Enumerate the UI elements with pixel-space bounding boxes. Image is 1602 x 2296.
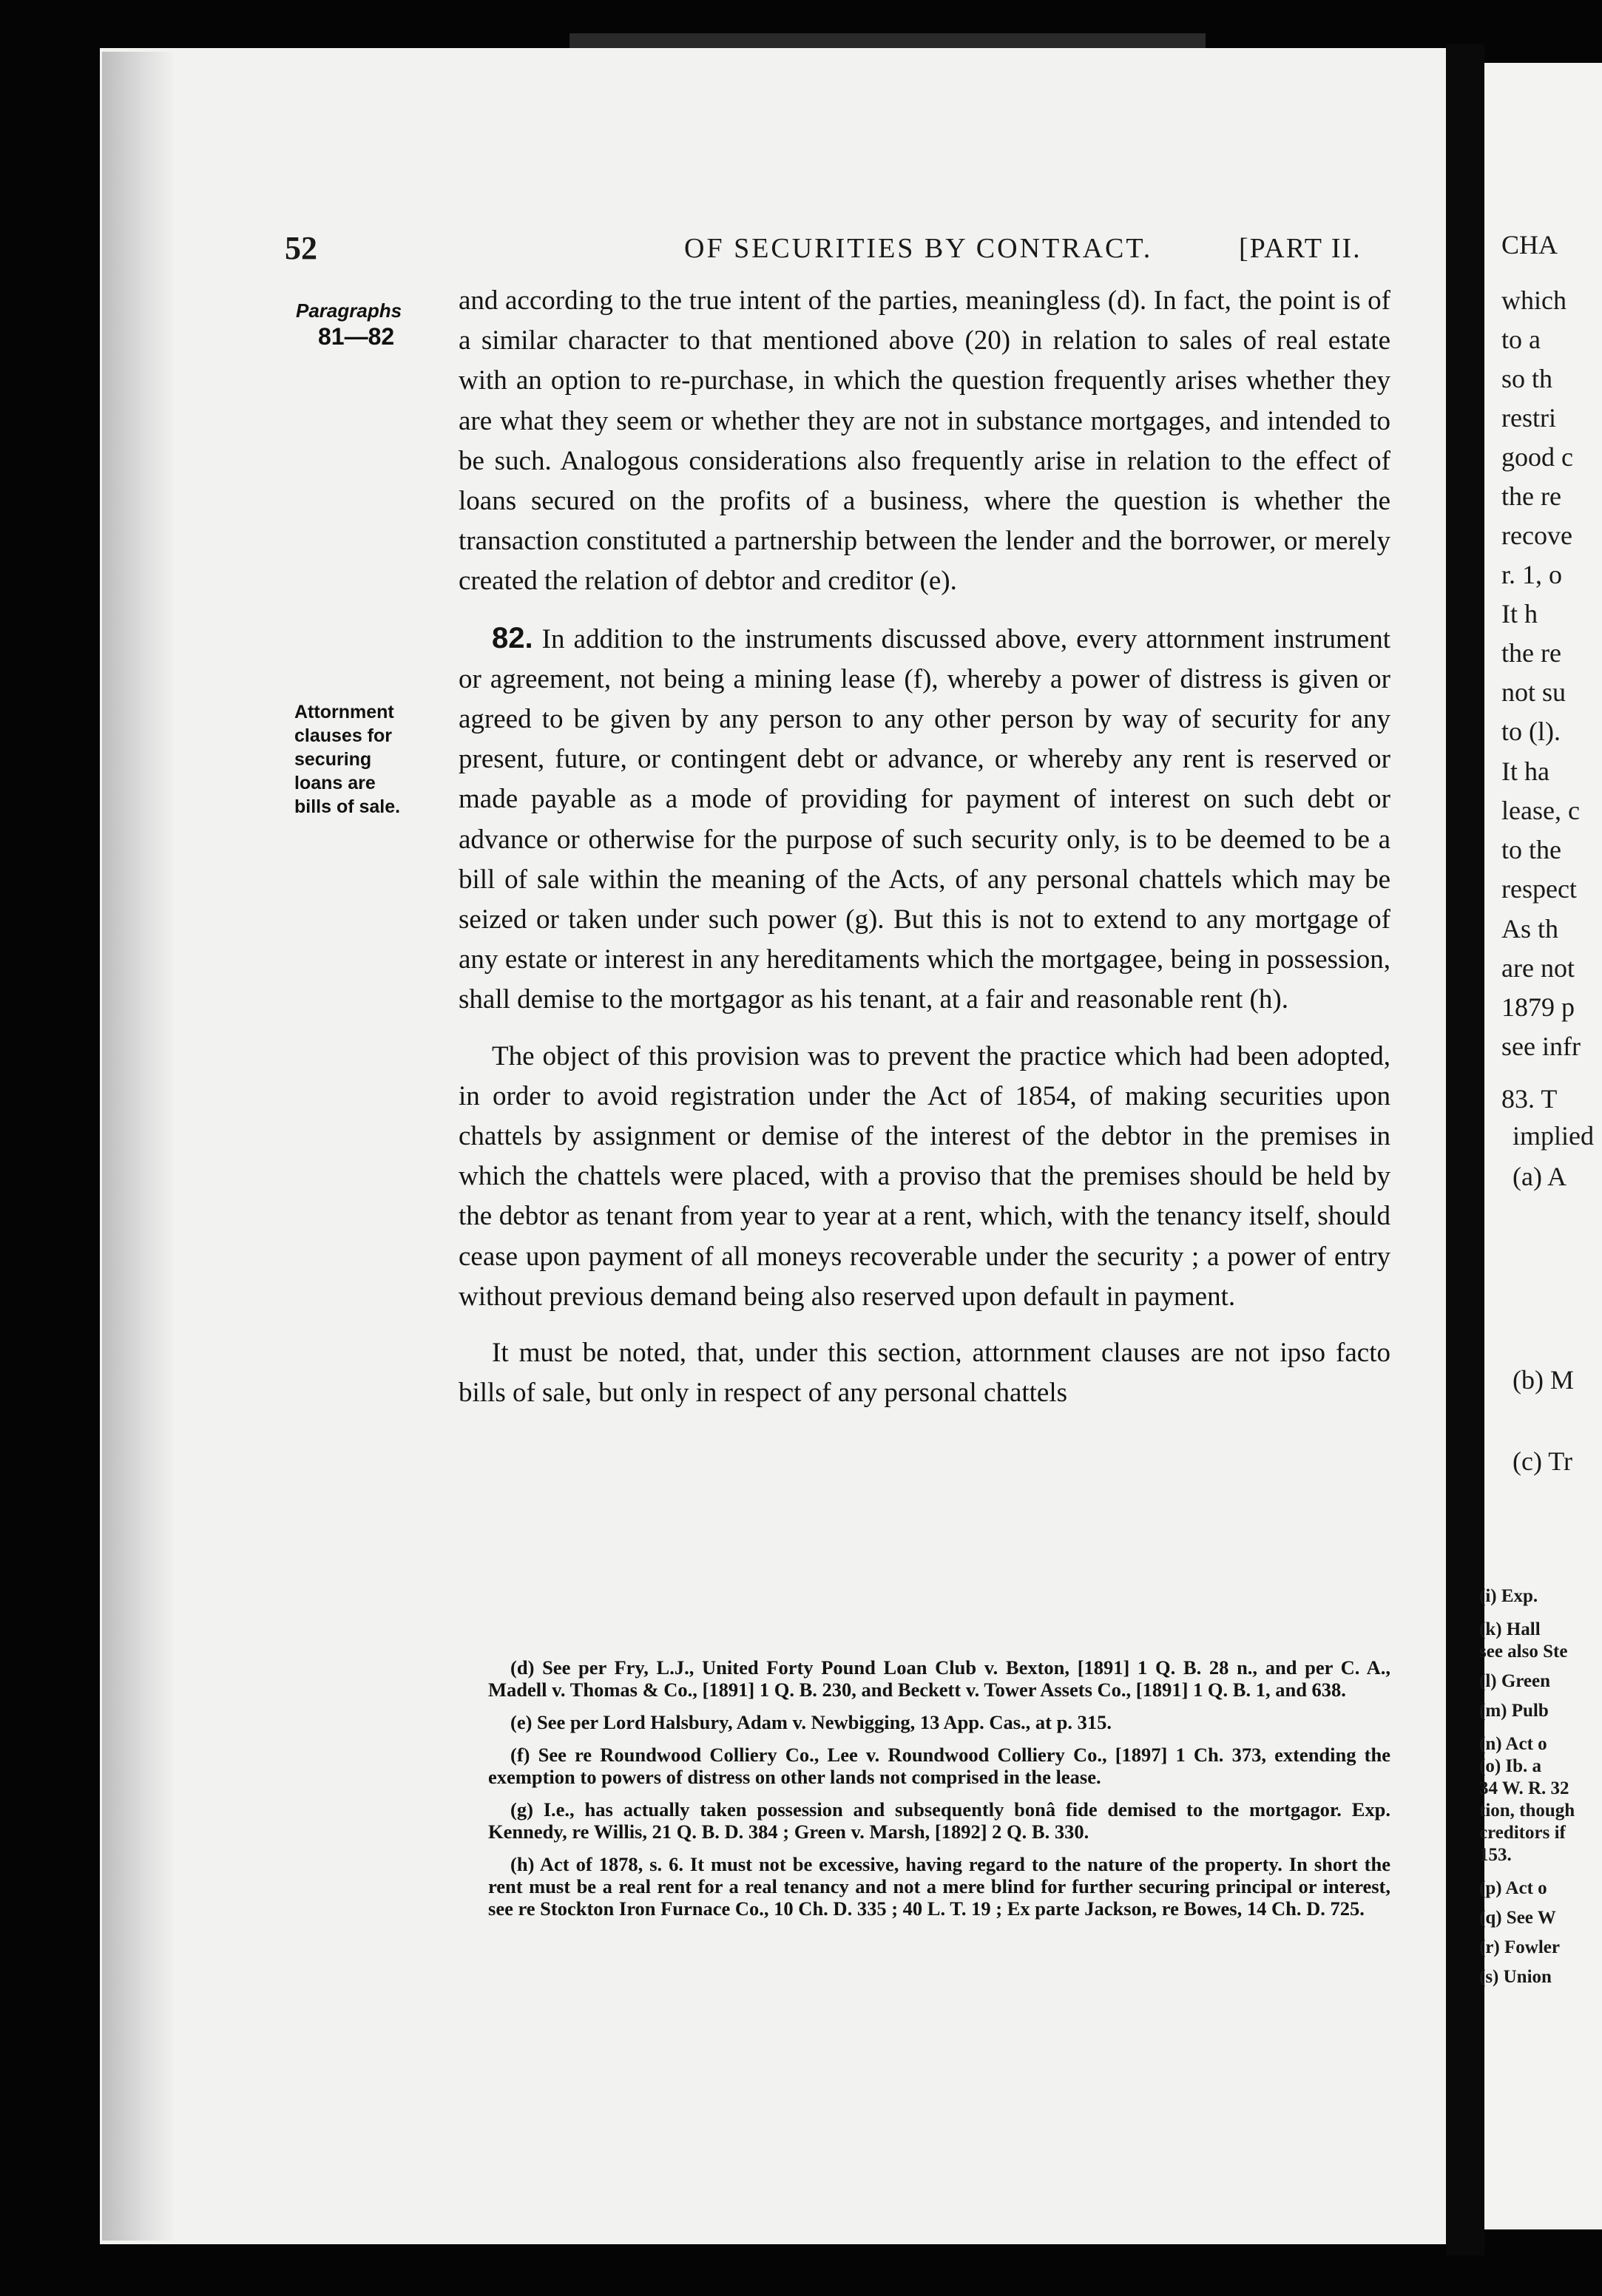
margin-paragraphs-range: 81—82: [318, 323, 395, 350]
footnote-f: (f) See re Roundwood Colliery Co., Lee v. Roundwood Colliery Co., [1897] 1 Ch. 373, extending the exemption to powers of distress on other lands not comprised in the lease.: [488, 1744, 1390, 1788]
right-page-line: 1879 p: [1501, 992, 1575, 1022]
right-page-line: implied: [1513, 1121, 1594, 1151]
right-page-line: to a: [1501, 325, 1541, 354]
footnotes: [488, 1656, 1390, 1930]
right-page-line: restri: [1501, 403, 1556, 433]
paragraph-number-82: 82.: [492, 621, 533, 654]
right-page-line: so th: [1501, 364, 1553, 393]
right-page-footnote: (q) See W: [1479, 1908, 1556, 1928]
right-page-footnote: (n) Act o: [1479, 1734, 1547, 1754]
right-page-line: r. 1, o: [1501, 560, 1563, 589]
top-shadow: [570, 33, 1206, 48]
right-page-footnote: 153.: [1479, 1845, 1512, 1865]
right-page-footnote: tion, though: [1479, 1801, 1575, 1821]
paragraph-82-text: In addition to the instruments discussed above, every attornment instrument or agreement, not being a mining lease (f), whereby a power of distress is given or agreed to be given by any person to any other person by way of security for any present, future, or contingent debt or advance, or whereby any rent is reserved or made payable as a mode of providing for payment of interest on such debt or advance or otherwise for the purpose of such security only, is to be deemed to be a bill of sale within the meaning of the Acts, of any personal chattels which may be seized or taken under such power (g). But this is not to extend to any mortgage of any estate or interest in any hereditaments which the mortgagee, being in possession, shall demise to the mortgagor as his tenant, at a fair and reasonable rent (h).: [459, 623, 1391, 1015]
right-page-footnote: (s) Union: [1479, 1967, 1552, 1987]
right-page-line: are not: [1501, 953, 1575, 983]
right-page-footnote: (p) Act o: [1479, 1878, 1547, 1898]
right-page-line: respect: [1501, 874, 1577, 904]
margin-note-line: clauses for: [294, 725, 393, 746]
margin-note-line: bills of sale.: [294, 796, 401, 817]
right-page-line: It h: [1501, 599, 1538, 629]
right-page-footnote: (i) Exp.: [1479, 1586, 1538, 1606]
margin-paragraphs-label: Paragraphs: [296, 299, 402, 322]
right-page-footnote: creditors if: [1479, 1823, 1566, 1843]
running-title: OF SECURITIES BY CONTRACT.: [684, 233, 1153, 264]
right-page-footnote: (l) Green: [1479, 1671, 1551, 1691]
right-page-line: recove: [1501, 521, 1572, 550]
right-page-line: (b) M: [1513, 1365, 1574, 1395]
right-page-line: As th: [1501, 914, 1559, 944]
page-number: 52: [285, 230, 317, 266]
right-page-line: the re: [1501, 481, 1561, 511]
paragraph-note: It must be noted, that, under this section, attornment clauses are not ipso facto bills of sale, but only in respect of any personal chattels: [459, 1338, 1390, 1409]
footnote-e: (e) See per Lord Halsbury, Adam v. Newbigging, 13 App. Cas., at p. 315.: [510, 1711, 1112, 1733]
right-header-fragment: CHA: [1501, 230, 1558, 260]
right-page-line: 83. T: [1501, 1084, 1558, 1114]
right-page-line: (c) Tr: [1513, 1446, 1573, 1476]
right-page-footnote: (m) Pulb: [1479, 1701, 1549, 1721]
right-page-line: to (l).: [1501, 717, 1561, 746]
right-page-line: good c: [1501, 442, 1573, 472]
right-page-line: to the: [1501, 835, 1561, 864]
footnote-g: (g) I.e., has actually taken possession and subsequently bonâ fide demised to the mortgagor. Exp. Kennedy, re Willis, 21 Q. B. D. 384 ; Green v. Marsh, [1892] 2 Q. B. 330.: [488, 1798, 1390, 1843]
right-page-line: It ha: [1501, 756, 1549, 786]
right-page-footnote: see also Ste: [1479, 1642, 1568, 1662]
paragraph-object: The object of this provision was to prevent the practice which had been adopted, in order to avoid registration under the Act of 1854, of making securities upon chattels by assignment or demise of the interest of the debtor in the premises in which the chattels were placed, with a proviso that the premises should be held by the debtor as tenant from year to year at a rent, which, with the tenancy itself, should cease upon payment of all moneys recoverable under the security ; a power of entry without previous demand being also reserved upon default in payment.: [459, 1040, 1390, 1312]
margin-note-line: loans are: [294, 773, 376, 793]
right-page-footnote: (k) Hall: [1479, 1619, 1541, 1639]
right-page-line: see infr: [1501, 1032, 1581, 1061]
margin-note-line: securing: [294, 749, 372, 770]
right-page-footnote: 34 W. R. 32: [1479, 1778, 1569, 1798]
right-page-line: not su: [1501, 677, 1566, 707]
page-edge-shading: [102, 52, 172, 2241]
right-page-line: which: [1501, 285, 1566, 315]
footnote-h: (h) Act of 1878, s. 6. It must not be excessive, having regard to the nature of the property. In short the rent must be a real rent for a real tenancy and not a mere blind for further securing principal or interest, see re Stockton Iron Furnace Co., 10 Ch. D. 335 ; 40 L. T. 19 ; Ex parte Jackson, re Bowes, 14 Ch. D. 725.: [488, 1853, 1390, 1920]
page-header: [285, 229, 1394, 274]
right-page-footnote: (o) Ib. a: [1479, 1756, 1542, 1776]
right-page-line: (a) A: [1513, 1162, 1566, 1191]
part-label: [PART II.: [1239, 233, 1362, 264]
footnote-d: (d) See per Fry, L.J., United Forty Pound Loan Club v. Bexton, [1891] 1 Q. B. 28 n., and per C. A., Madell v. Thomas & Co., [1891] 1 Q. B. 230, and Beckett v. Tower Assets Co., [1891] 1 Q. B. 1, and 638.: [488, 1656, 1390, 1701]
margin-note-line: Attornment: [294, 702, 394, 722]
right-page-line: the re: [1501, 638, 1561, 668]
right-page-line: lease, c: [1501, 796, 1580, 825]
paragraph-82: [459, 618, 1390, 1020]
paragraph-81-continuation: and according to the true intent of the parties, meaningless (d). In fact, the point is of a similar character to that mentioned above (20) in relation to sales of real estate with an option to re-purchase, in which the question frequently arises whether they are what they seem or whether they are not in substance mortgages, and intended to be such. Analogous considerations also frequently arise in relation to the effect of loans secured on the profits of a business, where the question is whether the transaction constituted a partnership between the lender and the borrower, or merely created the relation of debtor and creditor (e).: [459, 285, 1390, 597]
body-text: [459, 281, 1390, 1429]
right-page-footnote: (r) Fowler: [1479, 1937, 1560, 1957]
